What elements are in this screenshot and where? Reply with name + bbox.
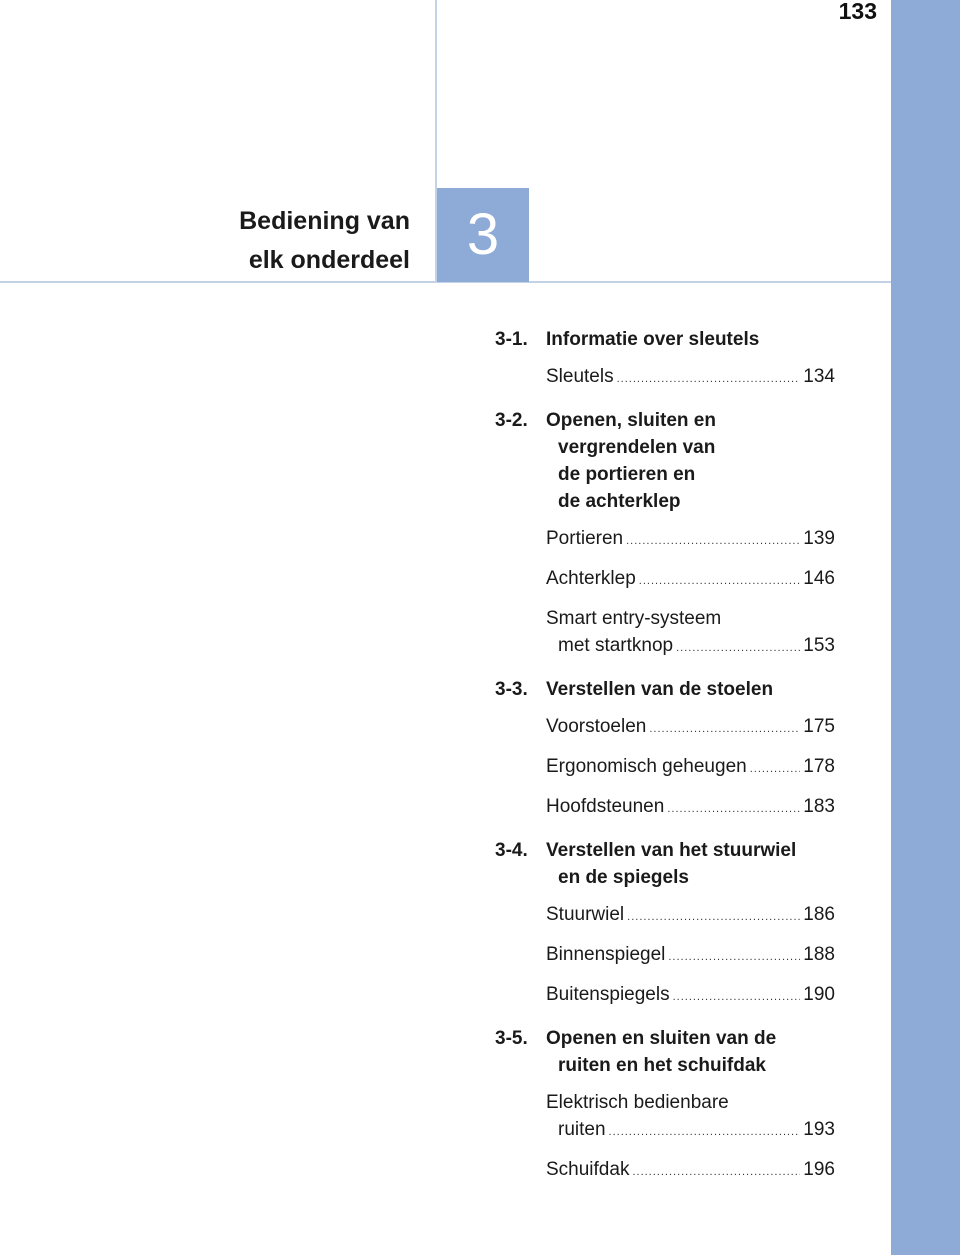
leader-dots: [609, 1119, 801, 1146]
leader-dots: [750, 756, 801, 783]
toc-entry[interactable]: [546, 901, 835, 931]
toc-section-title-line: Openen en sluiten van de: [546, 1028, 777, 1049]
toc-entry-page: 139: [803, 528, 835, 549]
toc-section: [495, 1025, 835, 1186]
leader-dots: [676, 635, 800, 662]
toc-section-title-line: ruiten en het schuifdak: [558, 1055, 766, 1076]
toc-entry-label: Ergonomisch geheugen: [546, 756, 747, 777]
toc-section-number: 3-3.: [495, 679, 528, 700]
chapter-title-line-1: Bediening van: [239, 207, 410, 235]
toc-section-heading[interactable]: [495, 837, 835, 891]
toc-section-title: [546, 1025, 835, 1079]
chapter-title: [110, 202, 410, 280]
toc-entry-label: Schuifdak: [546, 1159, 630, 1180]
toc-entry-label: Sleutels: [546, 366, 614, 387]
toc-section: [495, 676, 835, 823]
leader-dots: [627, 904, 800, 931]
toc-entry[interactable]: [546, 525, 835, 555]
toc-section-number: 3-1.: [495, 329, 528, 350]
toc-entry-label: Voorstoelen: [546, 716, 647, 737]
toc-entry-label: Buitenspiegels: [546, 984, 670, 1005]
toc-section-title: [546, 837, 835, 891]
toc-entry[interactable]: [546, 753, 835, 783]
toc-entry[interactable]: [546, 1156, 835, 1186]
page-number: 133: [838, 0, 877, 24]
toc-section: [495, 407, 835, 662]
toc-entry[interactable]: [546, 363, 835, 393]
toc-entry-label: Portieren: [546, 528, 624, 549]
chapter-side-tab: [891, 0, 960, 1255]
table-of-contents: [495, 326, 835, 1200]
toc-section-number: 3-4.: [495, 840, 528, 861]
toc-entry-page: 186: [803, 904, 835, 925]
toc-entry-page: 146: [803, 568, 835, 589]
leader-dots: [673, 984, 801, 1011]
toc-entry-label: Achterklep: [546, 568, 636, 589]
toc-entry-page: 175: [803, 716, 835, 737]
toc-section-title-line: Openen, sluiten en: [546, 410, 716, 431]
toc-section-title: [546, 326, 835, 353]
toc-entry-label: Stuurwiel: [546, 904, 625, 925]
toc-section-number: 3-5.: [495, 1028, 528, 1049]
toc-entry-page: 193: [803, 1119, 835, 1140]
toc-section-title: [546, 407, 835, 515]
toc-entry-label: Smart entry-systeem: [546, 608, 722, 629]
leader-dots: [667, 796, 800, 823]
leader-dots: [632, 1159, 800, 1186]
toc-section-title-line: vergrendelen van: [558, 437, 716, 458]
toc-entry[interactable]: [546, 565, 835, 595]
leader-dots: [649, 716, 800, 743]
toc-section: [495, 837, 835, 1011]
toc-section-heading[interactable]: [495, 326, 835, 353]
toc-entry-label: ruiten: [558, 1119, 606, 1140]
chapter-number-box: 3: [437, 188, 529, 282]
toc-section-heading[interactable]: [495, 1025, 835, 1079]
toc-entry-page: 153: [803, 635, 835, 656]
toc-entry[interactable]: [546, 981, 835, 1011]
toc-section: [495, 326, 835, 393]
toc-entry[interactable]: [546, 713, 835, 743]
toc-entry-page: 134: [803, 366, 835, 387]
leader-dots: [626, 528, 800, 555]
leader-dots: [668, 944, 800, 971]
toc-entry[interactable]: [546, 941, 835, 971]
toc-section-title-line: Verstellen van het stuurwiel: [546, 840, 797, 861]
toc-section-title-line: en de spiegels: [558, 867, 689, 888]
toc-section-title-line: Informatie over sleutels: [546, 329, 760, 350]
toc-entry-label: Elektrisch bedienbare: [546, 1092, 729, 1113]
toc-section-heading[interactable]: [495, 407, 835, 515]
toc-section-heading[interactable]: [495, 676, 835, 703]
leader-dots: [639, 568, 801, 595]
toc-entry-label: Hoofdsteunen: [546, 796, 665, 817]
toc-entry[interactable]: [546, 605, 835, 662]
leader-dots: [617, 366, 801, 393]
toc-entry-label: Binnenspiegel: [546, 944, 666, 965]
toc-entry-page: 190: [803, 984, 835, 1005]
toc-entry-page: 196: [803, 1159, 835, 1180]
toc-entry-page: 183: [803, 796, 835, 817]
toc-section-number: 3-2.: [495, 410, 528, 431]
toc-section-title-line: de achterklep: [558, 491, 681, 512]
toc-entry[interactable]: [546, 793, 835, 823]
toc-entry-page: 178: [803, 756, 835, 777]
toc-entry[interactable]: [546, 1089, 835, 1146]
toc-entry-page: 188: [803, 944, 835, 965]
chapter-title-line-2: elk onderdeel: [248, 246, 410, 274]
toc-entry-label: met startknop: [558, 635, 674, 656]
toc-section-title: [546, 676, 835, 703]
toc-section-title-line: de portieren en: [558, 464, 696, 485]
toc-section-title-line: Verstellen van de stoelen: [546, 679, 774, 700]
